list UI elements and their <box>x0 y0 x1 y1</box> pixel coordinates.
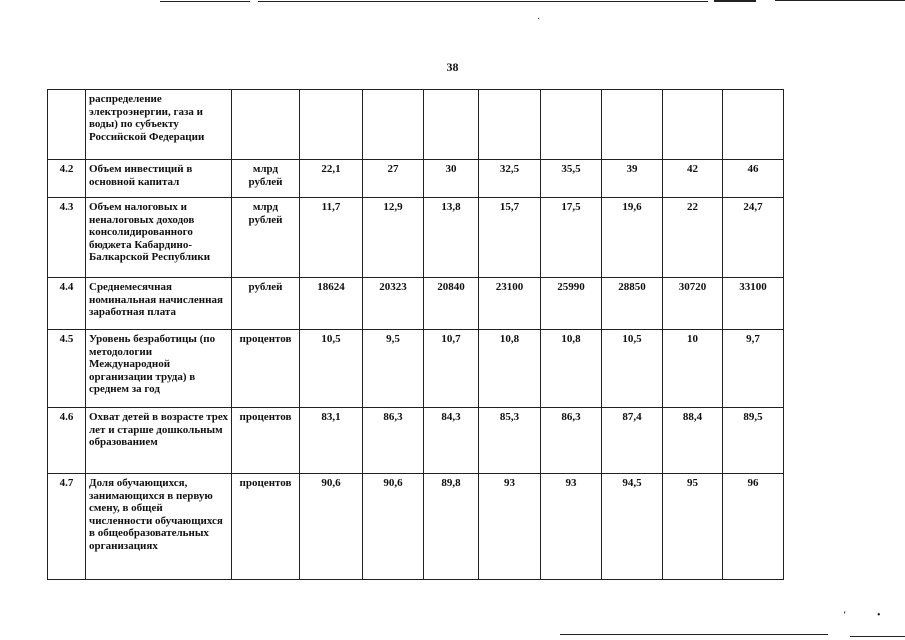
indicator-value: 42 <box>663 160 723 198</box>
table-row <box>48 330 784 408</box>
indicator-unit: процентов <box>232 330 300 408</box>
indicator-value <box>602 90 663 160</box>
indicator-value <box>723 90 784 160</box>
indicator-value <box>663 90 723 160</box>
indicator-value: 84,3 <box>424 408 479 474</box>
row-number: 4.5 <box>48 330 86 408</box>
indicator-value: 19,6 <box>602 198 663 278</box>
scan-artifact-top-line <box>775 0 905 1</box>
indicator-value: 90,6 <box>300 474 363 580</box>
table-row <box>48 278 784 330</box>
indicator-value: 22,1 <box>300 160 363 198</box>
indicator-value: 30720 <box>663 278 723 330</box>
indicator-value: 85,3 <box>479 408 541 474</box>
indicator-value: 83,1 <box>300 408 363 474</box>
indicator-value: 28850 <box>602 278 663 330</box>
indicator-name: Объем инвестиций в основной капитал <box>86 160 232 198</box>
indicator-unit <box>232 90 300 160</box>
table-body <box>48 90 784 580</box>
indicator-value: 25990 <box>541 278 602 330</box>
page-number: 38 <box>446 60 459 74</box>
indicator-value: 89,5 <box>723 408 784 474</box>
indicator-value: 86,3 <box>363 408 424 474</box>
table-row <box>48 474 784 580</box>
scan-artifact-top-line <box>160 1 250 2</box>
indicator-value <box>424 90 479 160</box>
indicator-value: 10 <box>663 330 723 408</box>
indicator-value: 96 <box>723 474 784 580</box>
indicator-value: 20323 <box>363 278 424 330</box>
indicator-value: 39 <box>602 160 663 198</box>
table-row <box>48 90 784 160</box>
indicator-value: 46 <box>723 160 784 198</box>
indicator-name: Охват детей в возрасте трех лет и старше дошкольным образованием <box>86 408 232 474</box>
indicator-value: 87,4 <box>602 408 663 474</box>
indicator-value: 20840 <box>424 278 479 330</box>
scan-artifact-top-line <box>258 1 708 2</box>
scan-artifact-mark: · <box>537 14 541 25</box>
indicator-unit: процентов <box>232 474 300 580</box>
indicator-value: 88,4 <box>663 408 723 474</box>
indicator-value: 90,6 <box>363 474 424 580</box>
scan-artifact-mark: ‘ <box>843 610 847 621</box>
indicator-value: 12,9 <box>363 198 424 278</box>
indicators-table <box>47 89 784 580</box>
indicator-value <box>541 90 602 160</box>
indicator-value: 10,5 <box>300 330 363 408</box>
indicator-unit: процентов <box>232 408 300 474</box>
indicator-value: 13,8 <box>424 198 479 278</box>
indicator-value: 9,7 <box>723 330 784 408</box>
scan-artifact-bottom-line <box>560 634 828 635</box>
indicator-name: распределение электроэнергии, газа и воды) по субъекту Российской Федерации <box>86 90 232 160</box>
indicator-value <box>300 90 363 160</box>
row-number: 4.6 <box>48 408 86 474</box>
indicator-value: 95 <box>663 474 723 580</box>
indicator-value: 10,8 <box>541 330 602 408</box>
table-row <box>48 408 784 474</box>
indicator-value: 86,3 <box>541 408 602 474</box>
scan-artifact-bottom-line <box>850 636 905 637</box>
row-number: 4.3 <box>48 198 86 278</box>
indicator-value: 27 <box>363 160 424 198</box>
indicator-name: Уровень безработицы (по методологии Международной организации труда) в среднем за год <box>86 330 232 408</box>
indicator-value: 10,8 <box>479 330 541 408</box>
indicator-unit: млрд рублей <box>232 160 300 198</box>
indicator-value: 9,5 <box>363 330 424 408</box>
indicator-value: 10,7 <box>424 330 479 408</box>
indicator-value: 24,7 <box>723 198 784 278</box>
row-number: 4.4 <box>48 278 86 330</box>
indicator-value: 15,7 <box>479 198 541 278</box>
scan-artifact-top-line <box>714 0 756 2</box>
indicator-value: 17,5 <box>541 198 602 278</box>
indicator-value <box>363 90 424 160</box>
indicator-value: 30 <box>424 160 479 198</box>
indicator-value <box>479 90 541 160</box>
indicator-value: 93 <box>479 474 541 580</box>
indicator-value: 35,5 <box>541 160 602 198</box>
indicator-value: 94,5 <box>602 474 663 580</box>
indicator-value: 11,7 <box>300 198 363 278</box>
indicator-value: 89,8 <box>424 474 479 580</box>
indicator-unit: рублей <box>232 278 300 330</box>
indicator-value: 32,5 <box>479 160 541 198</box>
row-number: 4.7 <box>48 474 86 580</box>
indicator-value: 10,5 <box>602 330 663 408</box>
table-row <box>48 198 784 278</box>
indicator-value: 33100 <box>723 278 784 330</box>
scan-artifact-mark: • <box>877 610 881 621</box>
row-number <box>48 90 86 160</box>
row-number: 4.2 <box>48 160 86 198</box>
indicator-name: Доля обучающихся, занимающихся в первую смену, в общей численности обучающихся в общеобразовательных организациях <box>86 474 232 580</box>
indicator-name: Среднемесячная номинальная начисленная заработная плата <box>86 278 232 330</box>
indicator-value: 18624 <box>300 278 363 330</box>
indicator-value: 93 <box>541 474 602 580</box>
indicator-unit: млрд рублей <box>232 198 300 278</box>
indicator-value: 23100 <box>479 278 541 330</box>
indicator-value: 22 <box>663 198 723 278</box>
table-row <box>48 160 784 198</box>
indicator-name: Объем налоговых и неналоговых доходов консолидированного бюджета Кабардино-Балкарской Республики <box>86 198 232 278</box>
